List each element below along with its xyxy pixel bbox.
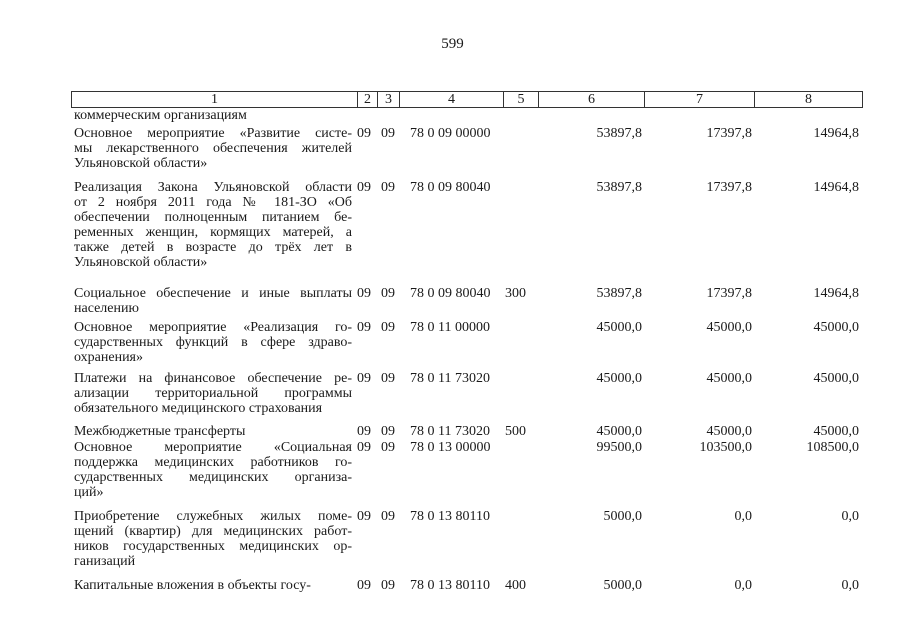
row-name-line: Капитальные вложения в объекты госу-	[74, 578, 311, 593]
cell-c8: 14964,8	[813, 180, 859, 195]
cell-c7: 45000,0	[706, 371, 752, 386]
row-name-line: поддержка медицинских работников го-	[74, 455, 352, 470]
cell-c6: 53897,8	[596, 126, 642, 141]
row-name-line: Ульяновской области»	[74, 156, 208, 171]
header-col-2: 2	[364, 92, 371, 107]
cell-c6: 45000,0	[596, 320, 642, 335]
row-name	[74, 371, 352, 416]
cell-c6: 53897,8	[596, 286, 642, 301]
cell-c8: 45000,0	[813, 424, 859, 439]
cell-c4: 78 0 13 80110	[410, 509, 490, 524]
cell-c6: 45000,0	[596, 371, 642, 386]
cell-c8: 14964,8	[813, 126, 859, 141]
cell-c4: 78 0 11 00000	[410, 320, 490, 335]
row-name-line: Межбюджетные трансферты	[74, 424, 246, 439]
cell-c3: 09	[381, 371, 395, 386]
row-name	[74, 424, 352, 439]
table-header	[71, 91, 863, 108]
header-col-8: 8	[805, 92, 812, 107]
row-name-line: Основное мероприятие «Социальная	[74, 440, 352, 455]
cell-c6: 99500,0	[596, 440, 642, 455]
cell-c4: 78 0 11 73020	[410, 371, 490, 386]
row-name-line: Приобретение служебных жилых поме-	[74, 509, 352, 524]
row-name-line: сударственных медицинских организа-	[74, 470, 352, 485]
row-name-line: обеспечении полноценным питанием бе-	[74, 210, 352, 225]
row-name-line: также детей в возрасте до трёх лет в	[74, 240, 352, 255]
cell-c2: 09	[357, 424, 371, 439]
cell-c2: 09	[357, 286, 371, 301]
header-col-5: 5	[517, 92, 525, 107]
cell-c6: 53897,8	[596, 180, 642, 195]
cell-c4: 78 0 11 73020	[410, 424, 490, 439]
row-name	[74, 108, 352, 123]
header-col-6: 6	[588, 92, 595, 107]
cell-c4: 78 0 09 00000	[410, 126, 491, 141]
cell-c4: 78 0 09 80040	[410, 180, 491, 195]
header-col-7: 7	[696, 92, 703, 107]
cell-c5: 300	[505, 286, 526, 301]
cell-c8: 0,0	[841, 578, 859, 593]
cell-c6: 5000,0	[603, 509, 642, 524]
cell-c4: 78 0 09 80040	[410, 286, 491, 301]
cell-c8: 45000,0	[813, 320, 859, 335]
cell-c2: 09	[357, 126, 371, 141]
cell-c3: 09	[381, 509, 395, 524]
row-name-line: от 2 ноября 2011 года № 181-ЗО «Об	[74, 195, 352, 210]
row-name-line: Основное мероприятие «Развитие систе-	[74, 126, 352, 141]
cell-c7: 17397,8	[706, 126, 752, 141]
cell-c7: 0,0	[734, 509, 752, 524]
cell-c3: 09	[381, 180, 395, 195]
row-name	[74, 126, 352, 171]
cell-c6: 45000,0	[596, 424, 642, 439]
cell-c8: 108500,0	[806, 440, 859, 455]
row-name-line: обязательного медицинского страхования	[74, 401, 323, 416]
row-name-line: мы лекарственного обеспечения жителей	[74, 141, 352, 156]
cell-c2: 09	[357, 371, 371, 386]
row-name	[74, 509, 352, 569]
row-name	[74, 286, 352, 316]
row-name-line: ганизаций	[74, 554, 136, 569]
page-number: 599	[441, 36, 464, 52]
cell-c5: 500	[505, 424, 526, 439]
row-name-line: Основное мероприятие «Реализация го-	[74, 320, 352, 335]
row-name-line: ализации территориальной программы	[74, 386, 352, 401]
row-name-line: сударственных функций в сфере здраво-	[74, 335, 352, 350]
row-name-line: ций»	[74, 485, 104, 500]
cell-c7: 103500,0	[699, 440, 752, 455]
row-name-line: Реализация Закона Ульяновской области	[74, 180, 352, 195]
row-name	[74, 320, 352, 365]
cell-c2: 09	[357, 180, 371, 195]
row-name	[74, 578, 352, 593]
cell-c3: 09	[381, 578, 395, 593]
cell-c3: 09	[381, 126, 395, 141]
cell-c5: 400	[505, 578, 526, 593]
cell-c8: 0,0	[841, 509, 859, 524]
row-name-line: охранения»	[74, 350, 143, 365]
cell-c3: 09	[381, 440, 395, 455]
row-name-line: ников государственных медицинских ор-	[74, 539, 352, 554]
row-name-line: щений (квартир) для медицинских работ-	[74, 524, 352, 539]
cell-c7: 45000,0	[706, 424, 752, 439]
cell-c4: 78 0 13 00000	[410, 440, 491, 455]
row-name-line: Социальное обеспечение и иные выплаты	[74, 286, 352, 301]
cell-c6: 5000,0	[603, 578, 642, 593]
row-name-line: коммерческим организациям	[74, 108, 247, 123]
header-col-4: 4	[448, 92, 455, 107]
row-name-line: ременных женщин, кормящих матерей, а	[74, 225, 352, 240]
cell-c3: 09	[381, 320, 395, 335]
cell-c7: 0,0	[734, 578, 752, 593]
header-col-1: 1	[211, 92, 218, 107]
cell-c2: 09	[357, 578, 371, 593]
cell-c8: 45000,0	[813, 371, 859, 386]
row-name	[74, 180, 352, 270]
cell-c8: 14964,8	[813, 286, 859, 301]
header-col-3: 3	[385, 92, 392, 107]
cell-c4: 78 0 13 80110	[410, 578, 490, 593]
row-name-line: Платежи на финансовое обеспечение ре-	[74, 371, 352, 386]
cell-c7: 45000,0	[706, 320, 752, 335]
row-name-line: населению	[74, 301, 139, 316]
cell-c2: 09	[357, 440, 371, 455]
cell-c2: 09	[357, 320, 371, 335]
cell-c7: 17397,8	[706, 286, 752, 301]
cell-c3: 09	[381, 286, 395, 301]
row-name	[74, 440, 352, 500]
row-name-line: Ульяновской области»	[74, 255, 208, 270]
cell-c2: 09	[357, 509, 371, 524]
cell-c3: 09	[381, 424, 395, 439]
cell-c7: 17397,8	[706, 180, 752, 195]
